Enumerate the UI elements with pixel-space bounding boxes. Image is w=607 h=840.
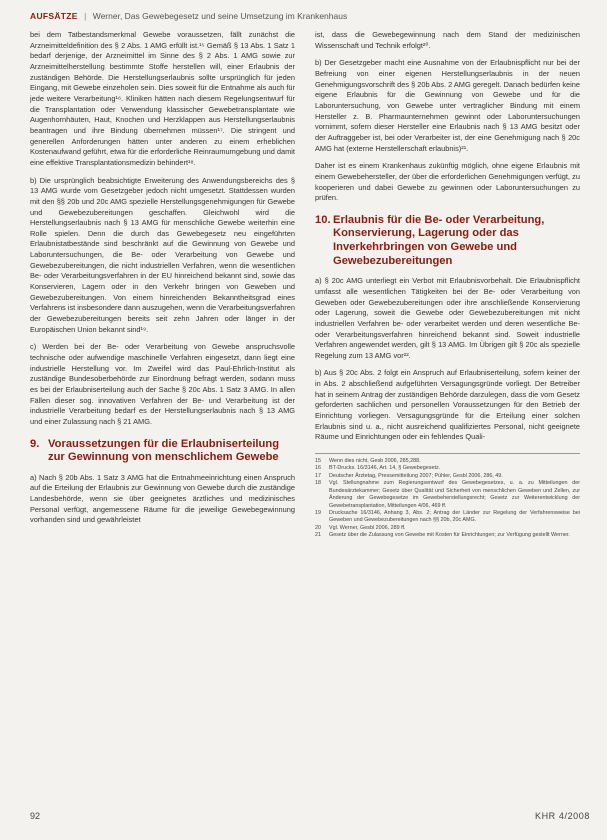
footnote-text: BT-Drucks. 16/3146, Art. 14, § Gewebegesetz. bbox=[329, 465, 441, 472]
footnote bbox=[315, 525, 580, 532]
footnote-number: 17 bbox=[315, 472, 321, 479]
footnote-text: Drucksache 16/3146, Anhang 3, Abs. 2; Antrag der Länder zur Regelung der Verfahrensweise bei Geweben und Gewebezubereitungen nach §§ 20b, 20c AMG. bbox=[329, 509, 580, 524]
footnote bbox=[315, 458, 580, 465]
paragraph: b) Die ursprünglich beabsichtigte Erweiterung des Anwendungsbereichs des § 13 AMG wurde vom Gesetzgeber jedoch nicht umgesetzt. Stattdessen wurden mit den §§ 20b und 20c AMG spezielle Herstellungsgenehmigungen für Gewebe und Gewebezubereitungen geschaffen. Gleichwohl wird die Herstellungserlaubnis nach § 13 AMG für menschliche Gewebe weiterhin eine Rolle spielen. Denn die durch das Gewebegesetz neu eingeführten Erlaubnistatbestände sind beschränkt auf die Gewinnung von Gewebe und Laboruntersuchungen, die Be- oder Verarbeitung von Gewebe und Gewebezubereitungen, die nicht industriellen Verfahren, wenn die wesentlichen Be- oder Verarbeitungsverfahren in der EU hinreichend bekannt sind, sowie das Konservieren, Lagern oder in den Verkehr bringen von Geweben und Gewebezubereitungen. Von einem hinreichenden Bekanntheitsgrad eines Verfahrens ist insbesondere dann auszugehen, wenn die Verarbeitungsverfahren der Gewebezubereitungen bereits seit zehn Jahren oder länger in der Europäischen Union bekannt sind¹⁹. bbox=[30, 175, 296, 334]
heading-text: Erlaubnis für die Be- oder Verarbeitung, Konservierung, Lagerung oder das Inverkehrbringen von Gewebe und Gewebezubereitungen bbox=[333, 213, 545, 267]
footnote-number: 19 bbox=[315, 509, 321, 516]
header-separator: | bbox=[84, 11, 87, 21]
heading-number: 10. bbox=[315, 213, 331, 226]
footnote bbox=[315, 532, 580, 539]
footnote-number: 20 bbox=[315, 524, 321, 531]
footnotes bbox=[315, 453, 580, 539]
footnote bbox=[315, 473, 580, 480]
footnote bbox=[315, 465, 580, 472]
running-title: Werner, Das Gewebegesetz und seine Umsetzung im Krankenhaus bbox=[92, 11, 348, 21]
heading-number: 9. bbox=[30, 437, 40, 450]
paragraph: c) Werden bei der Be- oder Verarbeitung von Gewebe anspruchsvolle technische oder aufwendige maschinelle Verfahren eingesetzt, dann liegt eine industrielle Herstellung vor. Im Zweifel wird das Paul-Ehrlich-Institut als zuständige Bundesoberbehörde zur Einordnung befragt werden, sodann muss es bei der Erlaubniserteilung auch der Sache § 20c Abs. 1 Satz 3 AMG. In allen Fällen dieser sog. innovativen Verfahren der Be- und Verarbeitung ist der industrielle Verarbeitung bedarf es der Herstellungserlaubnis nach § 13 AMG und einer Zulassung nach § 21 AMG. bbox=[30, 342, 295, 426]
paragraph: bei dem Tatbestandsmerkmal Gewebe voraussetzen, fällt zunächst die Arzneimitteldefinition des § 2 Abs. 1 AMG erfüllt ist.¹⁵ Gemäß § 13 Abs. 1 Satz 1 bedarf derjenige, der Arzneimittel im Sinne des § 2 Abs. 1 AMG sowie zur Arzneimittelherstellung bestimmte Stoffe herstellen will, einer Erlaubnis der zuständigen Behörde. Die Herstellungserlaubnis sollte ursprünglich für jeden Eingang, mit Gewebe einzeholen sein. Dies soweit für die Entnahme als auch für jede weitere Verarbeitung¹⁶. Kliniken hätten nach diesem Regelungsentwurf für die Transplantation oder Verwendung klassischer Gewebetransplantate wie Augenhornhäuten, Haut, Knochen und Herzklappen aus Herstellungserlaubnis beantragen und ihre Bindung übernehmen müssen¹⁷. Die stringent und generellen Anforderungen hätten unter anderen zu einem erheblichen Kostenaufwand geführt, etwa für die erforderliche Reinraumumgebung und damit eine effektive Transplantationsmedizin behindert¹⁸. bbox=[30, 30, 295, 167]
footnote-number: 18 bbox=[315, 480, 321, 487]
footnote-text: Wenn dies nicht, Gesb 2006, 285,288. bbox=[329, 458, 421, 465]
running-header bbox=[30, 11, 590, 21]
footnote-number: 15 bbox=[315, 458, 321, 465]
footnote-number: 21 bbox=[315, 532, 321, 539]
footnote-text: Gesetz über die Zulassung von Gewebe mit Kosten für Einrichtungen; zur Verfügung gestellt Werner. bbox=[329, 532, 570, 539]
footnote bbox=[315, 510, 580, 525]
paragraph: b) Der Gesetzgeber macht eine Ausnahme von der Erlaubnispflicht nur bei der Befreiung von einer eigenen Herstellungserlaubnis in der neuen Genehmigungsvorschrift des § 20b Abs. 2 AMG geregelt. Danach bedürfen keine eigene Erlaubnis für die Gewinnung von Gewebe und für die Laboruntersuchung, von Gewebe unter vertraglicher Bindung mit einem Hersteller z. B. Pharmaunternehmen gewinnt oder Laboruntersuchungen vornimmt, sofern dieser Hersteller eine Erlaubnis nach § 13 AMG besitzt oder der Auftraggeber ist, bei oder Verarbeiter ist, der eine Genehmigung nach § 20c AMG hat (externe Herstellerschaft erlaubnis)²¹. bbox=[315, 58, 580, 153]
paragraph: b) Aus § 20c Abs. 2 folgt ein Anspruch auf Erlaubniserteilung, sofern keiner der in Abs. 2 abschließend aufgeführten Versagungsgründe vorliegt. Der Betreiber hat in seinem Antrag der zuständigen Behörde darzulegen, dass die vom Gesetz geforderten sachlichen und personellen Voraussetzungen für den Betrieb der Einrichtung vorliegen. Versagungsgründe für die Erteilung einer solchen Erlaubnis sind u. a., nicht ausreichend qualifiziertes Personal, nicht geeignete Räume und Einrichtungen oder ein fehlendes Quali- bbox=[315, 368, 580, 442]
footnote-text: Vgl. Stellungnahme zum Regierungsentwurf des Gewebegesetzes, u. a. zu Mitteilungen der Bundesärztekammer; Gesetz über Qualität und Sicherheit von menschlichen Geweben und Zellen, zur Änderung der Gewebegesetze im Gewebeherstellungsrecht; Gesetz zur Weiterentwicklung der Gewebetransplantation, Mitteilungen 4/06, 469 ff. bbox=[329, 480, 580, 509]
paragraph: Daher ist es einem Krankenhaus zukünftig möglich, ohne eigene Erlaubnis mit einem Gewebehersteller, der über die erforderlichen Genehmigungen verfügt, zu kooperieren und dabei Gewebe zu gewinnen oder Laboruntersuchungen zu prüfen. bbox=[315, 161, 580, 203]
left-column bbox=[30, 30, 295, 533]
paragraph: a) § 20c AMG unterliegt ein Verbot mit Erlaubnisvorbehalt. Die Erlaubnispflicht umfasst alle wesentlichen Tätigkeiten bei der Be- oder Verarbeitung von Geweben oder Gewebezubereitungen oder ihre anschließende Konservierung oder Lagerung, soweit die Gewebe oder Gewebezubereitungen mit nicht industriellen Verfahren be- oder verarbeitet werden und deren wesentliche Be- oder Verarbeitungsverfahren hinreichend bekannt sind. Soweit industrielle Verfahren angewendet werden, gilt § 13 AMG. Im Übrigen gilt § 20c als spezielle Regelung zum 13 AMG vor²². bbox=[315, 276, 580, 360]
right-column bbox=[315, 30, 580, 540]
footnote-text: Deutscher Ärztetag, Pressemitteilung 2007; Pühler, Gesbl 2006, 286, 49. bbox=[329, 472, 503, 479]
section-heading-10 bbox=[315, 214, 580, 268]
paragraph: ist, dass die Gewebegewinnung nach dem Stand der medizinischen Wissenschaft und Technik erfolgt²⁰. bbox=[315, 30, 580, 50]
footnote-number: 16 bbox=[315, 465, 321, 472]
section-heading-9 bbox=[30, 438, 295, 465]
journal-citation: KHR 4/2008 bbox=[534, 811, 590, 821]
heading-text: Voraussetzungen für die Erlaubniserteilung zur Gewinnung von menschlichem Gewebe bbox=[48, 437, 280, 464]
footnote bbox=[315, 480, 580, 510]
page-number: 92 bbox=[30, 811, 41, 821]
paragraph: a) Nach § 20b Abs. 1 Satz 3 AMG hat die Entnahmeeinrichtung einen Anspruch auf die Erteilung der Erlaubnis zur Gewinnung von Gewebe durch die zuständige Landesbehörde, wenn sie über geeignetes ärztliches und medizinisches Personal verfügt, angemessene Räume für die jeweilige Gewebegewinnung vorhanden sind und gewährleistet bbox=[30, 472, 295, 525]
footnote-text: Vgl. Werner, Gesbl 2006, 289 ff. bbox=[329, 524, 406, 531]
section-label: AUFSÄTZE bbox=[30, 11, 78, 21]
